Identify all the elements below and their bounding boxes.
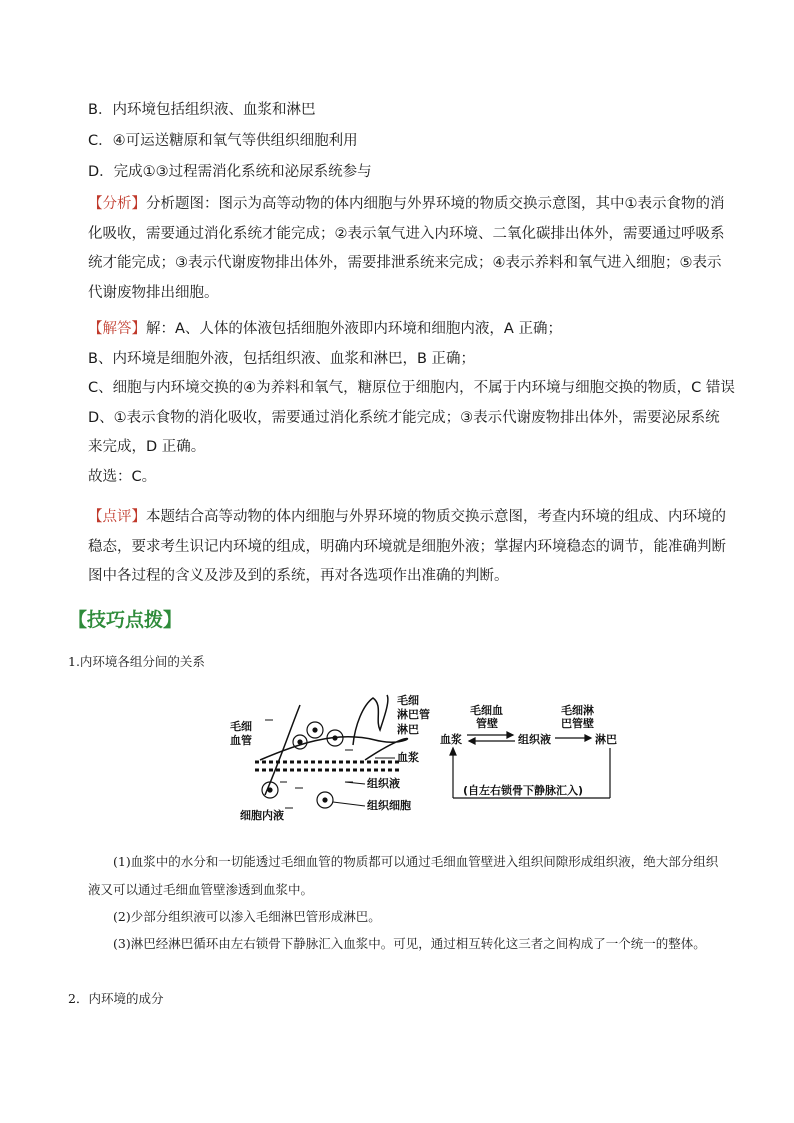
flow-cap-wall-1: 毛细血	[470, 704, 503, 717]
analysis-text: 分析题图：图示为高等动物的体内细胞与外界环境的物质交换示意图，其中①表示食物的消化吸收，需要通过消化系统才能完成；②表示氧气进入内环境、二氧化碳排出体外，需要通过呼吸系统才能完成；③表示代谢废物排出体外，需要排泄系统来完成；④表示养料和氧气进入细胞；⑤表示代谢废物排出细胞。	[88, 196, 725, 301]
analysis-paragraph	[88, 190, 728, 308]
label-plasma: 血浆	[397, 751, 419, 764]
subsection-title-2: 2．内环境的成分	[68, 991, 164, 1006]
flow-cap-wall-2b: 巴管壁	[561, 717, 594, 730]
answer-line: D、①表示食物的消化吸收，需要通过消化系统才能完成；③表示代谢废物排出体外，需要泌尿系统来完成，D 正确。	[88, 409, 720, 455]
flow-cap-wall-1b: 管壁	[476, 717, 498, 730]
option-c: C．④可运送糖原和氧气等供组织细胞利用	[88, 133, 358, 149]
explanation-3: (3)淋巴经淋巴循环由左右锁骨下静脉汇入血浆中。可见，通过相互转化这三者之间构成了一个统一的整体。	[113, 936, 706, 951]
explanation-1: (1)血浆中的水分和一切能透过毛细血管的物质都可以通过毛细血管壁进入组织间隙形成组织液，绝大部分组织液又可以通过毛细血管壁渗透到血浆中。	[88, 854, 719, 897]
answer-line: B、内环境是细胞外液，包括组织液、血浆和淋巴，B 正确；	[88, 350, 476, 367]
answer-line: C、细胞与内环境交换的④为养料和氧气，糖原位于细胞内，不属于内环境与细胞交换的物质，C 错误	[88, 380, 735, 396]
flow-return-note: (自左右锁骨下静脉汇入)	[463, 784, 584, 797]
label-lymph-capillary-2: 淋巴管	[397, 708, 430, 721]
flow-lymph: 淋巴	[595, 733, 617, 746]
answer-line: 解：A、人体的体液包括细胞外液即内环境和细胞内液，A 正确；	[146, 321, 562, 337]
analysis-tag: 【分析】	[88, 196, 146, 212]
answer-paragraph	[88, 315, 735, 492]
comment-text: 本题结合高等动物的体内细胞与外界环境的物质交换示意图，考查内环境的组成、内环境的稳态，要求考生识记内环境的组成，明确内环境就是细胞外液；掌握内环境稳态的调节，能准确判断图中各过程的含义及涉及到的系统，再对各选项作出准确的判断。	[88, 509, 726, 584]
label-capillary-2: 血管	[230, 734, 252, 747]
flow-tissue-fluid: 组织液	[518, 733, 551, 746]
label-tissue-fluid: 组织液	[367, 777, 400, 790]
flow-cap-wall-2: 毛细淋	[561, 704, 594, 717]
explanation-2: (2)少部分组织液可以渗入毛细淋巴管形成淋巴。	[113, 909, 381, 924]
body-fluid-figure	[225, 690, 625, 830]
label-intracellular: 细胞内液	[240, 809, 284, 822]
answer-tag: 【解答】	[88, 321, 146, 337]
section-heading: 【技巧点拨】	[68, 609, 183, 631]
label-capillary: 毛细	[230, 720, 252, 733]
option-d: D．完成①③过程需消化系统和泌尿系统参与	[88, 164, 372, 180]
answer-line: 故选：C。	[88, 468, 157, 485]
comment-paragraph	[88, 503, 728, 592]
flow-plasma: 血浆	[440, 733, 462, 746]
subsection-title: 1.内环境各组分间的关系	[68, 654, 205, 669]
label-lymph-capillary: 毛细	[397, 694, 419, 707]
label-tissue-cell: 组织细胞	[367, 799, 411, 812]
option-b: B．内环境包括组织液、血浆和淋巴	[88, 102, 316, 118]
label-lymph: 淋巴	[397, 723, 419, 736]
comment-tag: 【点评】	[88, 509, 146, 525]
